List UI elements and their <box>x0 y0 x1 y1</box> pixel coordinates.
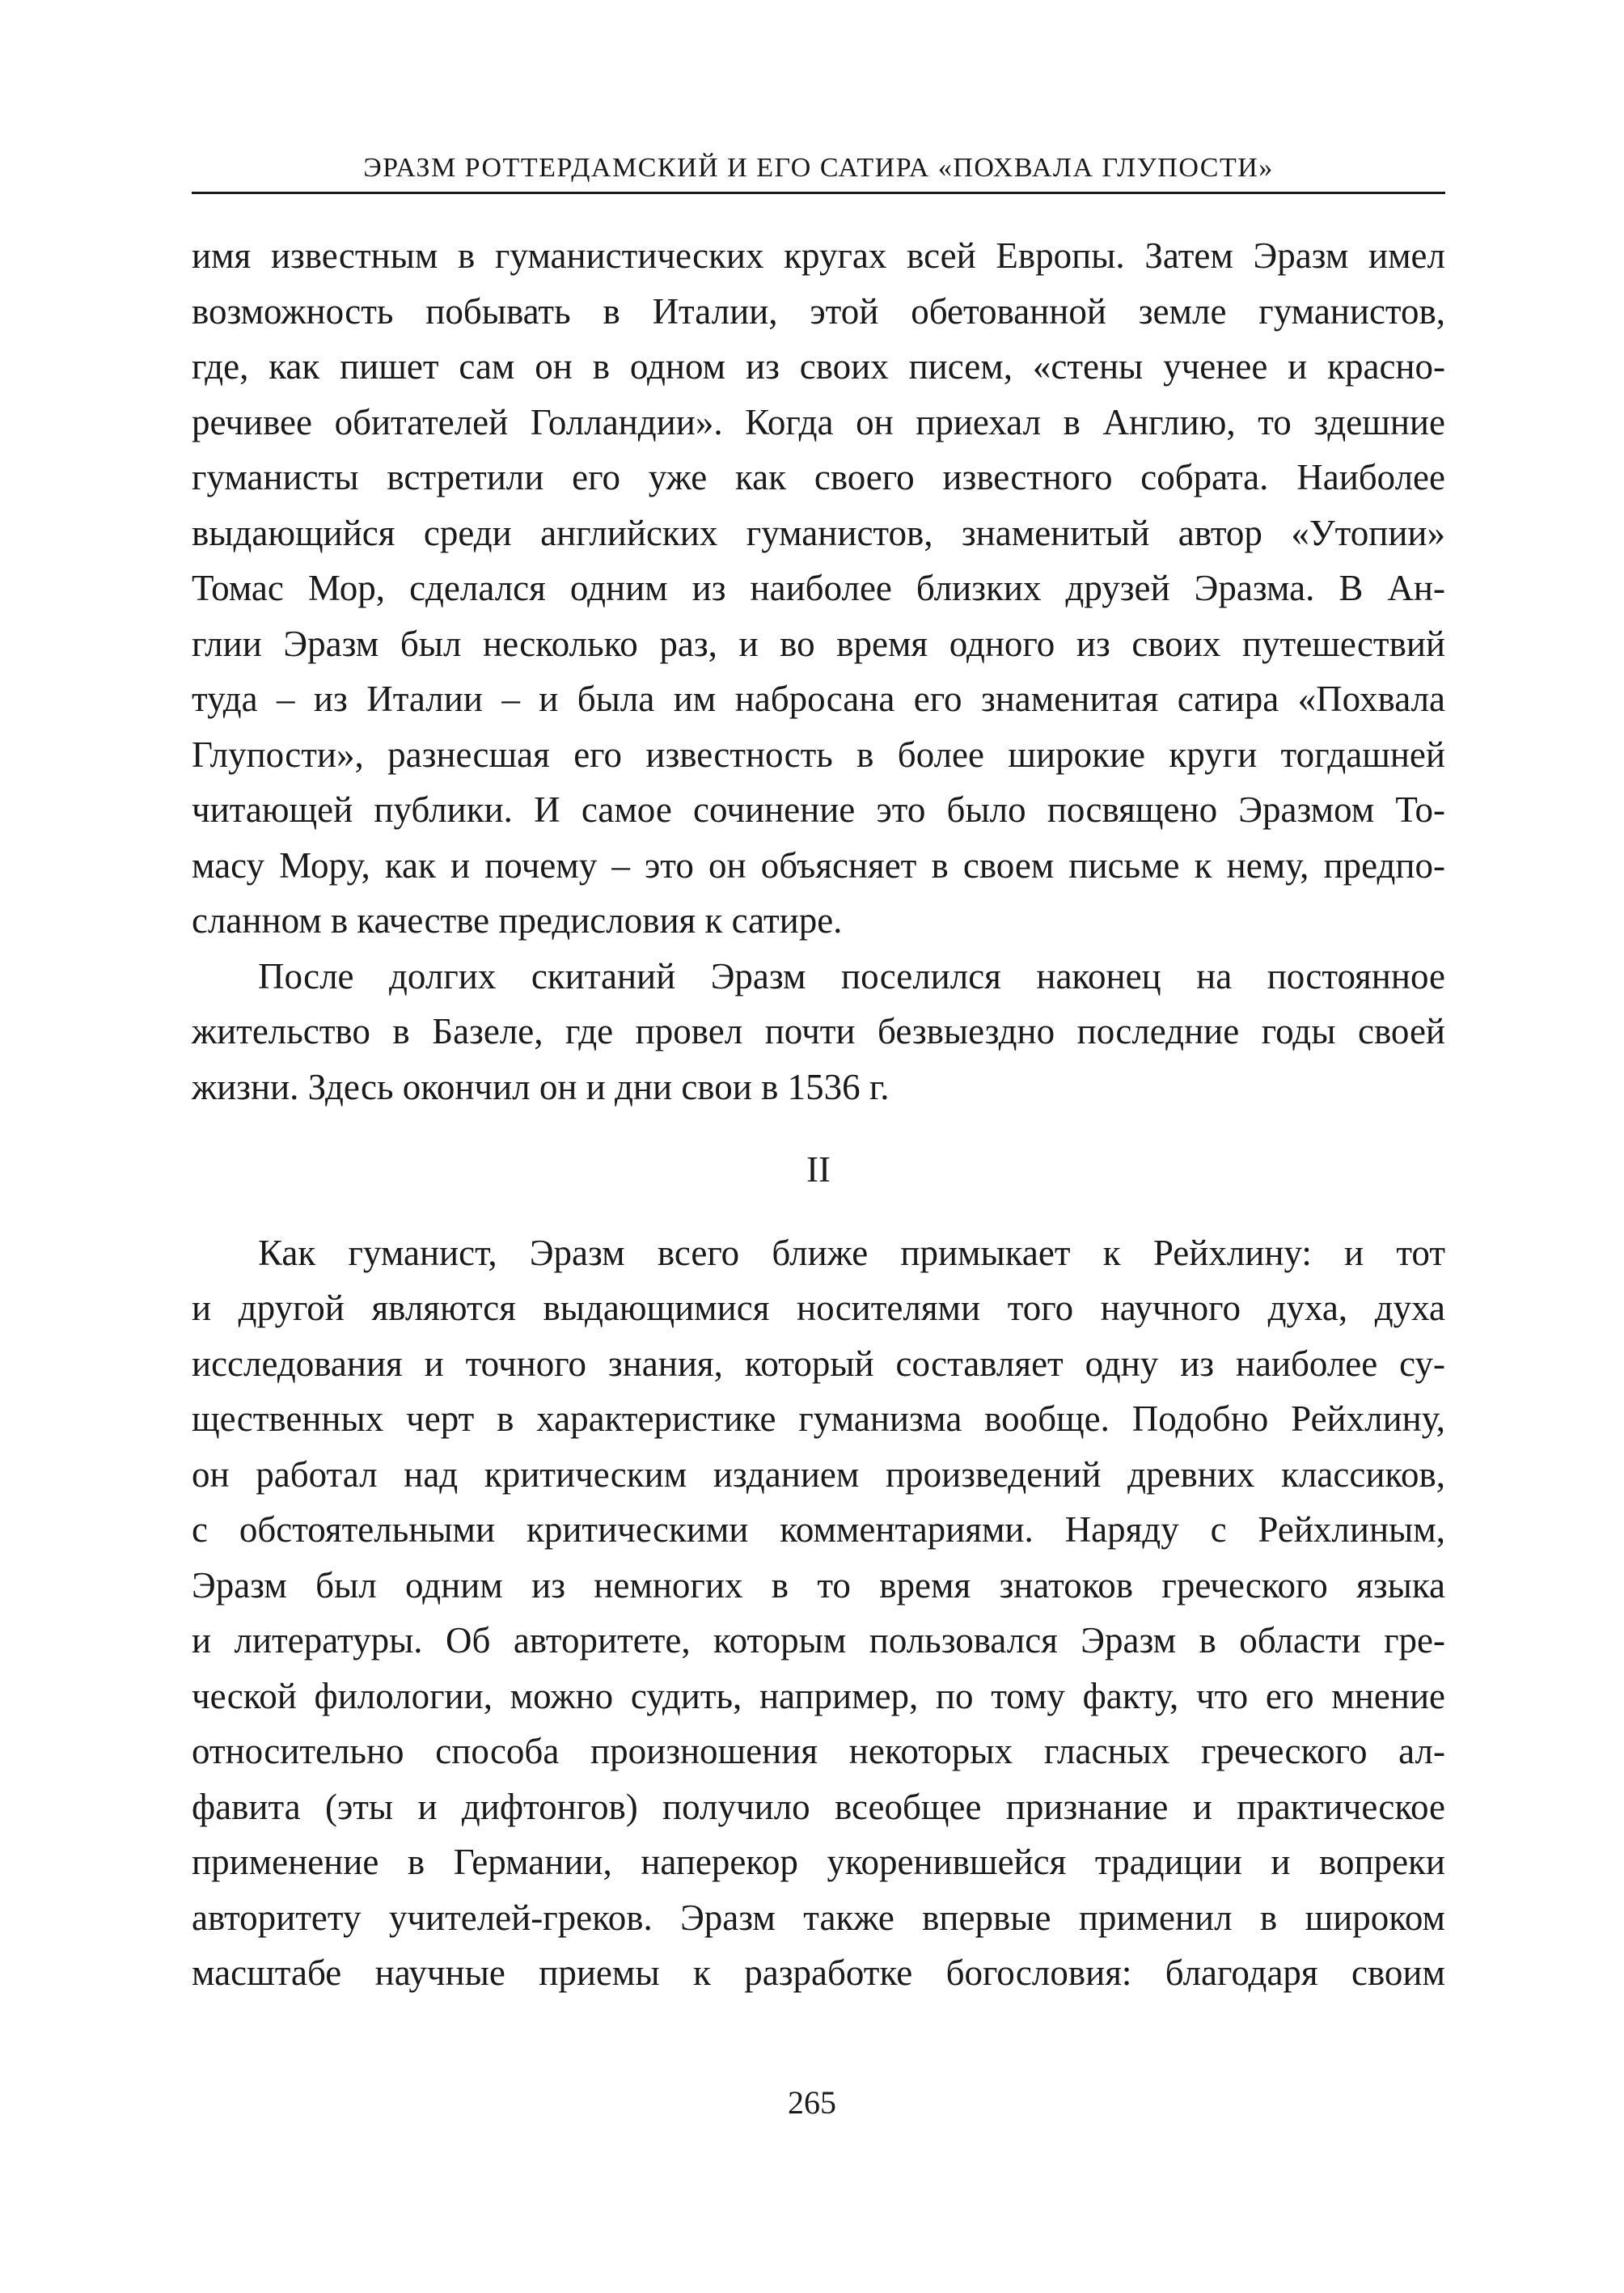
text-line: с обстоятельными критическими комментариями. Наряду с Рейхлиным, <box>192 1509 1445 1550</box>
text-line: масу Мору, как и почему – это он объясняет в своем письме к нему, предпо- <box>192 844 1445 886</box>
text-line: авторитету учителей-греков. Эразм также впервые применил в широком <box>192 1897 1445 1938</box>
header-rule <box>192 192 1445 194</box>
text-line: туда – из Италии – и была им набросана его знаменитая сатира «Похвала <box>192 679 1445 719</box>
text-line: применение в Германии, наперекор укоренившейся традиции и вопреки <box>192 1842 1445 1882</box>
text-line: ческой филологии, можно судить, например, по тому факту, что его мнение <box>192 1675 1445 1716</box>
paragraph-3 <box>192 1225 1445 2001</box>
text-line: где, как пишет сам он в одном из своих писем, «стены ученее и красно- <box>192 346 1445 387</box>
text-line: Глупости», разнесшая его известность в более широкие круги тогдашней <box>192 734 1445 775</box>
text-line: гуманисты встретили его уже как своего известного собрата. Наиболее <box>192 457 1445 497</box>
text-line: масштабе научные приемы к разработке богословия: благодаря своим <box>192 1952 1445 1993</box>
text-line: сланном в качестве предисловия к сатире. <box>192 900 843 941</box>
text-line: возможность побывать в Италии, этой обетованной земле гуманистов, <box>192 290 1445 332</box>
text-line: Как гуманист, Эразм всего ближе примыкает к Рейхлину: и тот <box>258 1232 1445 1273</box>
running-head: ЭРАЗМ РОТТЕРДАМСКИЙ И ЕГО САТИРА «ПОХВАЛА ГЛУПОСТИ» <box>363 153 1274 183</box>
text-line: выдающийся среди английских гуманистов, знаменитый автор «Утопии» <box>192 512 1445 553</box>
page-number: 265 <box>788 2084 836 2121</box>
text-line: Томас Мор, сделался одним из наиболее близких друзей Эразма. В Ан- <box>192 568 1445 608</box>
body-text <box>192 228 1445 2001</box>
text-line: он работал над критическим изданием произведений древних классиков, <box>192 1453 1445 1495</box>
text-line: Эразм был одним из немногих в то время знатоков греческого языка <box>192 1564 1445 1606</box>
text-line: и литературы. Об авторитете, которым пользовался Эразм в области гре- <box>192 1620 1445 1661</box>
text-line: После долгих скитаний Эразм поселился наконец на постоянное <box>258 955 1445 996</box>
text-line: щественных черт в характеристике гуманизма вообще. Подобно Рейхлину, <box>192 1398 1445 1439</box>
section-number: II <box>806 1149 831 1190</box>
paragraph-2 <box>192 949 1445 1115</box>
text-line: фавита (эты и дифтонгов) получило всеобщее признание и практическое <box>192 1786 1445 1827</box>
text-line: речивее обитателей Голландии». Когда он приехал в Англию, то здешние <box>192 401 1445 442</box>
text-line: жизни. Здесь окончил он и дни свои в 1536 г. <box>192 1066 890 1107</box>
text-line: и другой являются выдающимися носителями того научного духа, духа <box>192 1288 1445 1328</box>
paragraph-1 <box>192 228 1445 949</box>
text-line: исследования и точного знания, который составляет одну из наиболее су- <box>192 1343 1445 1384</box>
text-line: читающей публики. И самое сочинение это было посвящено Эразмом То- <box>192 789 1445 830</box>
text-line: имя известным в гуманистических кругах всей Европы. Затем Эразм имел <box>192 235 1445 276</box>
text-line: жительство в Базеле, где провел почти безвыездно последние годы своей <box>192 1011 1445 1051</box>
text-line: глии Эразм был несколько раз, и во время одного из своих путешествий <box>192 623 1445 664</box>
text-line: относительно способа произношения некоторых гласных греческого ал- <box>192 1731 1445 1771</box>
